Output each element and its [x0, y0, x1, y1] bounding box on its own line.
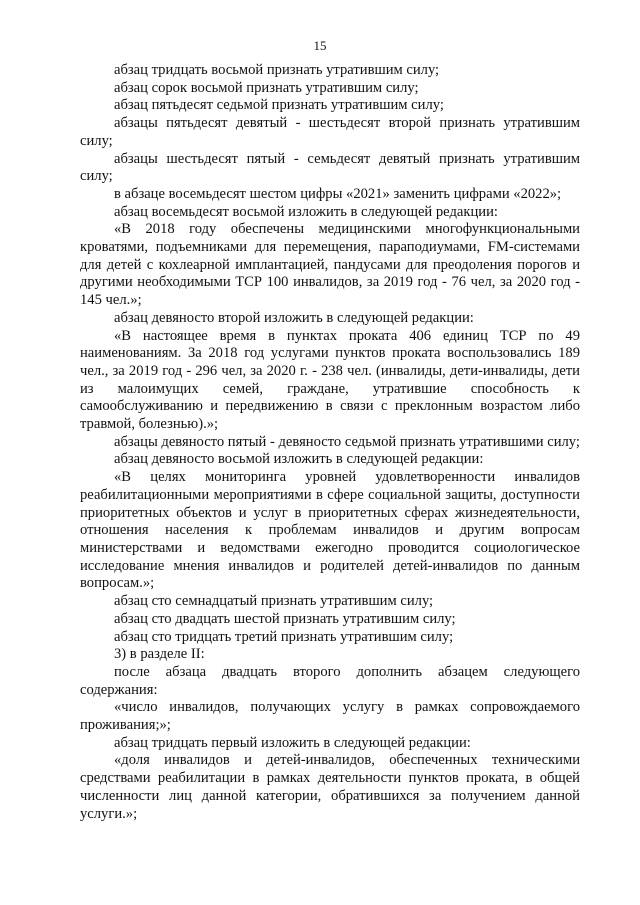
paragraph: «В целях мониторинга уровней удовлетворенности инвалидов реабилитационными мероприятиями в сфере социальной защиты, доступности приоритетных объектов и услуг в приоритетных сферах жизнедеятельности, отношения населения к проблемам инвалидов и другим вопросам министерствами и ведомствами ежегодно проводится социологическое исследование мнения инвалидов и родителей детей-инвалидов по данным вопросам.»;: [80, 469, 580, 592]
paragraph: абзац сорок восьмой признать утратившим силу;: [114, 79, 419, 96]
document-body: [80, 62, 580, 823]
paragraph: после абзаца двадцать второго дополнить абзацем следующего содержания:: [80, 663, 580, 698]
paragraph: абзац сто тридцать третий признать утратившим силу;: [114, 628, 454, 645]
paragraph: абзац тридцать восьмой признать утратившим силу;: [114, 62, 440, 78]
page-number: 15: [313, 38, 327, 53]
paragraph: абзац сто семнадцатый признать утратившим силу;: [114, 593, 434, 610]
paragraph: абзацы пятьдесят девятый - шестьдесят второй признать утратившим силу;: [80, 115, 580, 149]
paragraph: абзац девяносто восьмой изложить в следующей редакции:: [114, 451, 484, 468]
paragraph: абзац пятьдесят седьмой признать утратившим силу;: [114, 97, 444, 114]
paragraph: «число инвалидов, получающих услугу в рамках сопровождаемого проживания;»;: [80, 699, 580, 734]
paragraph: «В 2018 году обеспечены медицинскими многофункциональными кроватями, подъемниками для перемещения, параподиумами, FM-системами для детей с кохлеарной имплантацией, пандусами для преодоления порогов и другими необходимыми ТСР 100 инвалидов, за 2019 год - 76 чел, за 2020 год - 145 чел.»;: [80, 221, 580, 309]
paragraph: 3) в разделе II:: [114, 646, 205, 663]
paragraph: «В настоящее время в пунктах проката 406 единиц ТСР по 49 наименованиям. За 2018 год услугами пунктов проката воспользовались 189 чел., за 2019 год - 296 чел, за 2020 г. - 238 чел. (инвалиды, дети-инвалиды, дети из малоимущих семей, граждане, утратившие способность к самообслуживанию и передвижению в связи с преклонным возрастом либо травмой, болезнью).»;: [80, 327, 580, 433]
paragraph: в абзаце восемьдесят шестом цифры «2021» заменить цифрами «2022»;: [114, 185, 562, 202]
paragraph: абзацы шестьдесят пятый - семьдесят девятый признать утратившим силу;: [80, 150, 580, 185]
paragraph: абзацы девяносто пятый - девяносто седьмой признать утратившими силу;: [114, 433, 580, 450]
paragraph: абзац восемьдесят восьмой изложить в следующей редакции:: [114, 203, 498, 220]
paragraph: абзац девяносто второй изложить в следующей редакции:: [114, 309, 474, 326]
paragraph: абзац тридцать первый изложить в следующей редакции:: [114, 734, 471, 751]
paragraph: абзац сто двадцать шестой признать утратившим силу;: [114, 610, 456, 627]
paragraph: «доля инвалидов и детей-инвалидов, обеспеченных техническими средствами реабилитации в рамках деятельности пунктов проката, в общей численности лиц данной категории, обратившихся за получением данной услуги.»;: [80, 752, 580, 822]
